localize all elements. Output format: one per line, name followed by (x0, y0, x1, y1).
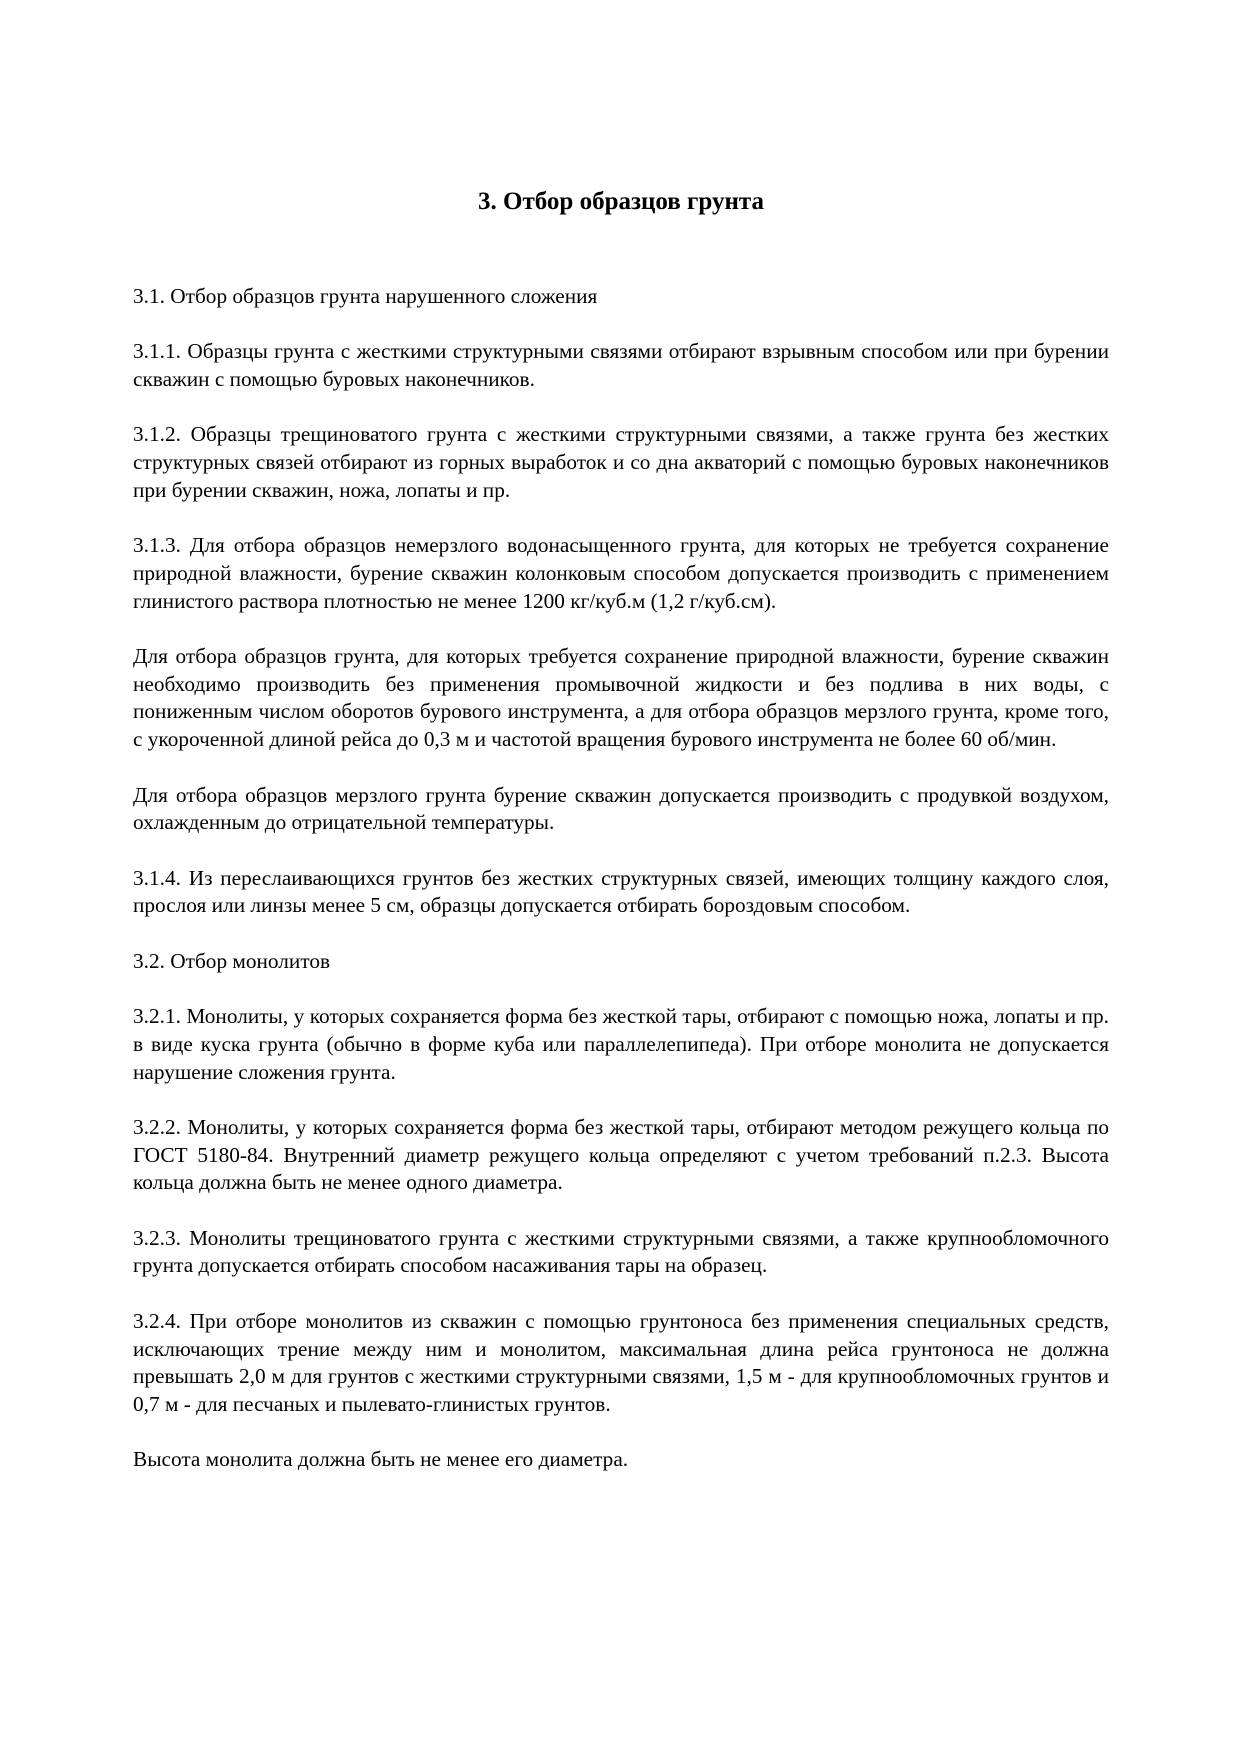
paragraph-3-2-3: 3.2.3. Монолиты трещиноватого грунта с жесткими структурными связями, а также крупнообломочного грунта допускается отбирать способом насаживания тары на образец. (133, 1225, 1109, 1278)
paragraph-3-1-2: 3.1.2. Образцы трещиноватого грунта с жесткими структурными связями, а также грунта без жестких структурных связей отбирают из горных выработок и со дна акваторий с помощью буровых наконечников при бурении скважин, ножа, лопаты и пр. (133, 422, 1109, 502)
paragraph-3-2-4: 3.2.4. При отборе монолитов из скважин с помощью грунтоноса без применения специальных средств, исключающих трение между ним и монолитом, максимальная длина рейса грунтоноса не должна превышать 2,0 м для грунтов с жесткими структурными связями, 1,5 м - для крупнообломочных грунтов и 0,7 м - для песчаных и пылевато-глинистых грунтов. (133, 1308, 1109, 1416)
section-title: 3. Отбор образцов грунта (478, 188, 764, 215)
paragraph-3-2-1: 3.2.1. Монолиты, у которых сохраняется форма без жесткой тары, отбирают с помощью ножа, лопаты и пр. в виде куска грунта (обычно в форме куба или параллелепипеда). При отборе монолита не допускается нарушение сложения грунта. (133, 1004, 1109, 1084)
paragraph-monolith-height: Высота монолита должна быть не менее его диаметра. (133, 1447, 629, 1472)
subsection-heading-3-2: 3.2. Отбор монолитов (133, 948, 331, 973)
subsection-heading-3-1: 3.1. Отбор образцов грунта нарушенного сложения (133, 284, 598, 308)
paragraph-3-1-4: 3.1.4. Из переслаивающихся грунтов без жестких структурных связей, имеющих толщину каждого слоя, прослоя или линзы менее 5 см, образцы допускается отбирать бороздовым способом. (133, 865, 1109, 918)
document-body (133, 283, 1109, 1502)
paragraph-moisture-drilling: Для отбора образцов грунта, для которых требуется сохранение природной влажности, бурение скважин необходимо производить без применения промывочной жидкости и без подлива в них воды, с пониженным числом оборотов бурового инструмента, а для отбора образцов мерзлого грунта, кроме того, с укороченной длиной рейса до 0,3 м и частотой вращения бурового инструмента не более 60 об/мин. (133, 644, 1109, 752)
paragraph-3-1-1: 3.1.1. Образцы грунта с жесткими структурными связями отбирают взрывным способом или при бурении скважин с помощью буровых наконечников. (133, 339, 1109, 392)
paragraph-3-2-2: 3.2.2. Монолиты, у которых сохраняется форма без жесткой тары, отбирают методом режущего кольца по ГОСТ 5180-84. Внутренний диаметр режущего кольца определяют с учетом требований п.2.3. Высота кольца должна быть не менее одного диаметра. (133, 1114, 1109, 1195)
paragraph-frozen-drilling: Для отбора образцов мерзлого грунта бурение скважин допускается производить с продувкой воздухом, охлажденным до отрицательной температуры. (133, 782, 1109, 835)
paragraph-3-1-3: 3.1.3. Для отбора образцов немерзлого водонасыщенного грунта, для которых не требуется сохранение природной влажности, бурение скважин колонковым способом допускается производить с применением глинистого раствора плотностью не менее 1200 кг/куб.м (1,2 г/куб.см). (133, 533, 1109, 613)
